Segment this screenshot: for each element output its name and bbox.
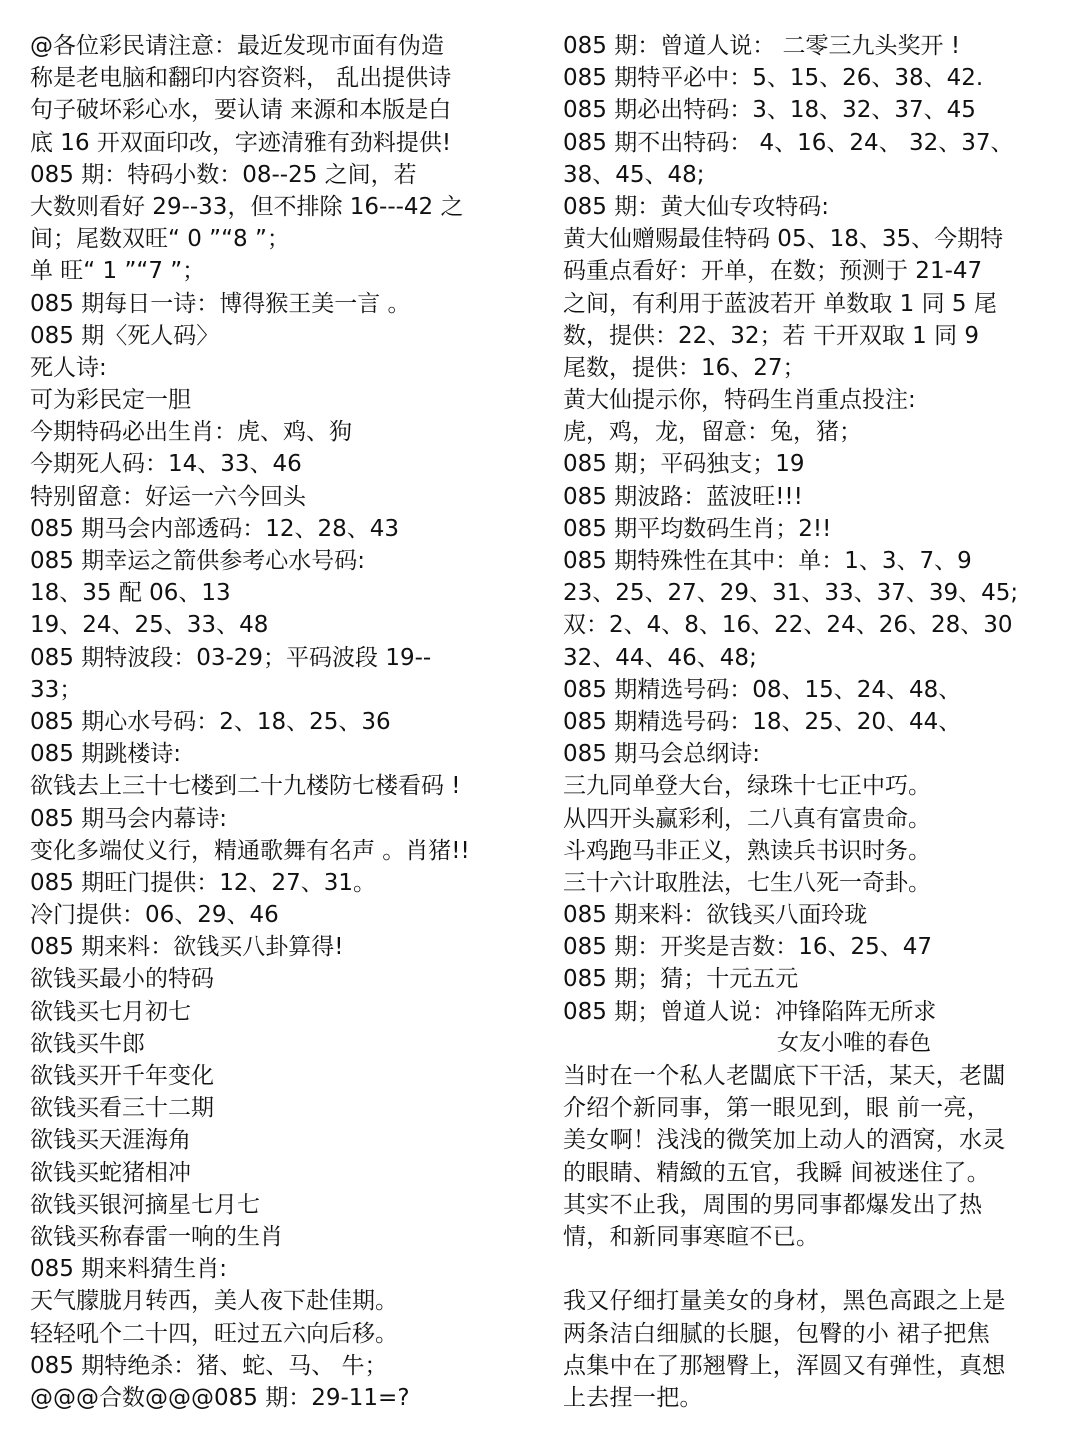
text-line: 三九同单登大台，绿珠十七正中巧。 [563, 773, 931, 800]
text-line: 33； [30, 676, 83, 703]
text-line: 黄大仙赠赐最佳特码 05、18、35、今期特 [563, 226, 1004, 253]
text-line: 085 期精选号码：18、25、20、44、 [563, 708, 962, 735]
text-line: 之间，有利用于蓝波若开 单数取 1 同 5 尾 [563, 290, 997, 317]
right-prediction-lines [563, 30, 1055, 1028]
text-line: 085 期波路：蓝波旺!!! [563, 483, 803, 510]
text-line: 尾数，提供：16、27； [563, 354, 806, 381]
text-line: 欲钱去上三十七楼到二十九楼防七楼看码 ! [30, 773, 461, 800]
story-line: 两条洁白细腻的长腿，包臀的小 裙子把焦 [563, 1320, 991, 1347]
text-line: 欲钱买银河摘星七月七 [30, 1191, 260, 1218]
text-line: 欲钱买开千年变化 [30, 1063, 214, 1089]
story-line: 我又仔细打量美女的身材，黑色高跟之上是 [563, 1288, 1006, 1315]
text-line: 欲钱买七月初七 [30, 998, 191, 1025]
text-line: 18、35 配 06、13 [30, 580, 231, 607]
text-line: 085 期旺门提供：12、27、31。 [30, 869, 377, 896]
text-line: 间；尾数双旺“ 0 ”“8 ”； [30, 226, 290, 253]
text-line: 085 期；曾道人说：冲锋陷阵无所求 [563, 998, 937, 1025]
text-line: 数，提供：22、32；若 干开双取 1 同 9 [563, 322, 980, 349]
text-line: 双：2、4、8、16、22、24、26、28、30 [563, 612, 1013, 639]
story-line: 其实不止我，周围的男同事都爆发出了热 [563, 1191, 983, 1218]
text-line: 句子破坏彩心水，要认请 来源和本版是白 [30, 97, 452, 124]
text-line: 三十六计取胜法，七生八死一奇卦。 [563, 869, 931, 896]
text-line: 天气朦胧月转西，美人夜下赴佳期。 [30, 1288, 398, 1315]
left-column [30, 30, 535, 1414]
text-line: 085 期心水号码：2、18、25、36 [30, 708, 391, 735]
text-line: 从四开头赢彩利，二八真有富贵命。 [563, 805, 931, 832]
text-line: 085 期特波段：03-29；平码波段 19-- [30, 644, 432, 671]
text-line: 特别留意：好运一六今回头 [30, 483, 306, 510]
text-line: @各位彩民请注意：最近发现市面有伪造 [30, 33, 444, 59]
text-line: 欲钱买看三十二期 [30, 1095, 214, 1122]
text-line: 虎，鸡，龙，留意：兔，猪； [563, 419, 862, 446]
text-line: 085 期；猜；十元五元 [563, 966, 799, 993]
text-line: 变化多端仗义行，精通歌舞有名声 。肖猪!! [30, 837, 470, 864]
text-line: 大数则看好 29--33，但不排除 16---42 之 [30, 193, 464, 220]
paragraph-spacer [563, 1253, 1055, 1285]
story-line: 上去捏一把。 [563, 1384, 703, 1411]
text-line: 今期死人码：14、33、46 [30, 451, 302, 478]
text-line: 085 期跳楼诗: [30, 741, 181, 768]
text-line: 085 期马会内幕诗: [30, 805, 227, 832]
text-line: 19、24、25、33、48 [30, 612, 269, 639]
text-line: 085 期〈死人码〉 [30, 322, 220, 349]
text-line: 欲钱买蛇猪相冲 [30, 1159, 191, 1186]
text-line: 085 期特殊性在其中：单：1、3、7、9 [563, 548, 972, 574]
text-line: 称是老电脑和翻印内容资料， 乱出提供诗 [30, 65, 452, 92]
text-line: 085 期不出特码： 4、16、24、 32、37、 [563, 129, 1014, 156]
text-line: 可为彩民定一胆 [30, 387, 191, 414]
story-line: 美女啊！浅浅的微笑加上动人的酒窝，水灵 [563, 1127, 1006, 1154]
text-line: 085 期精选号码：08、15、24、48、 [563, 676, 962, 703]
story-line: 当时在一个私人老闆底下干活，某天，老闆 [563, 1063, 1006, 1089]
story-line: 情，和新同事寒暄不已。 [563, 1223, 820, 1250]
text-line: 死人诗: [30, 354, 107, 381]
text-line: 085 期来料：欲钱买八面玲珑 [563, 902, 868, 929]
text-line: 085 期来料：欲钱买八卦算得! [30, 934, 344, 961]
text-line: 冷门提供：06、29、46 [30, 902, 279, 929]
text-line: 欲钱买最小的特码 [30, 966, 214, 993]
text-line: 32、44、46、48; [563, 644, 757, 671]
story-title: 女友小唯的春色 [776, 1030, 931, 1056]
text-line: 085 期特绝杀：猪、蛇、马、 牛； [30, 1352, 388, 1379]
text-line: 23、25、27、29、31、33、37、39、45; [563, 580, 1019, 607]
text-line: 085 期：特码小数：08--25 之间，若 [30, 161, 417, 188]
text-line: 085 期平均数码生肖；2!! [563, 515, 832, 542]
story-paragraph-2 [563, 1285, 1055, 1414]
text-line: 轻轻吼个二十四，旺过五六向后移。 [30, 1320, 398, 1347]
text-line: 欲钱买牛郎 [30, 1030, 145, 1057]
text-line: 今期特码必出生肖：虎、鸡、狗 [30, 419, 352, 446]
text-line: 底 16 开双面印改，字迹清雅有劲料提供! [30, 129, 452, 156]
text-line: 黄大仙提示你，特码生肖重点投注: [563, 387, 916, 414]
text-line: 085 期：曾道人说： 二零三九头奖开 ! [563, 33, 961, 59]
text-line: 欲钱买天涯海角 [30, 1127, 191, 1154]
text-line: 085 期：黄大仙专攻特码: [563, 193, 829, 220]
text-line: 085 期每日一诗：博得猴王美一言 。 [30, 290, 411, 317]
text-line: 斗鸡跑马非正义，熟读兵书识时务。 [563, 837, 931, 864]
text-line: 38、45、48; [563, 161, 705, 188]
story-line: 的眼睛、精緻的五官，我瞬 间被迷住了。 [563, 1159, 991, 1186]
text-line: 085 期特平必中：5、15、26、38、42. [563, 65, 984, 92]
text-line: @@@合数@@@085 期：29-11=? [30, 1384, 410, 1411]
text-line: 085 期：开奖是吉数：16、25、47 [563, 934, 933, 961]
text-line: 码重点看好：开单，在数；预测于 21-47 [563, 258, 983, 285]
text-line: 单 旺“ 1 ”“7 ”； [30, 258, 206, 285]
text-line: 欲钱买称春雷一响的生肖 [30, 1223, 283, 1250]
text-line: 085 期；平码独支；19 [563, 451, 805, 478]
story-line: 介绍个新同事，第一眼见到，眼 前一亮， [563, 1095, 991, 1122]
right-column [563, 30, 1055, 1414]
story-paragraph-1 [563, 1060, 1055, 1253]
text-line: 085 期马会总纲诗: [563, 741, 760, 768]
text-line: 085 期马会内部透码：12、28、43 [30, 515, 400, 542]
text-line: 085 期幸运之箭供参考心水号码: [30, 548, 365, 574]
text-line: 085 期必出特码：3、18、32、37、45 [563, 97, 976, 124]
story-line: 点集中在了那翘臀上，浑圆又有弹性，真想 [563, 1352, 1006, 1379]
text-line: 085 期来料猜生肖: [30, 1256, 227, 1283]
